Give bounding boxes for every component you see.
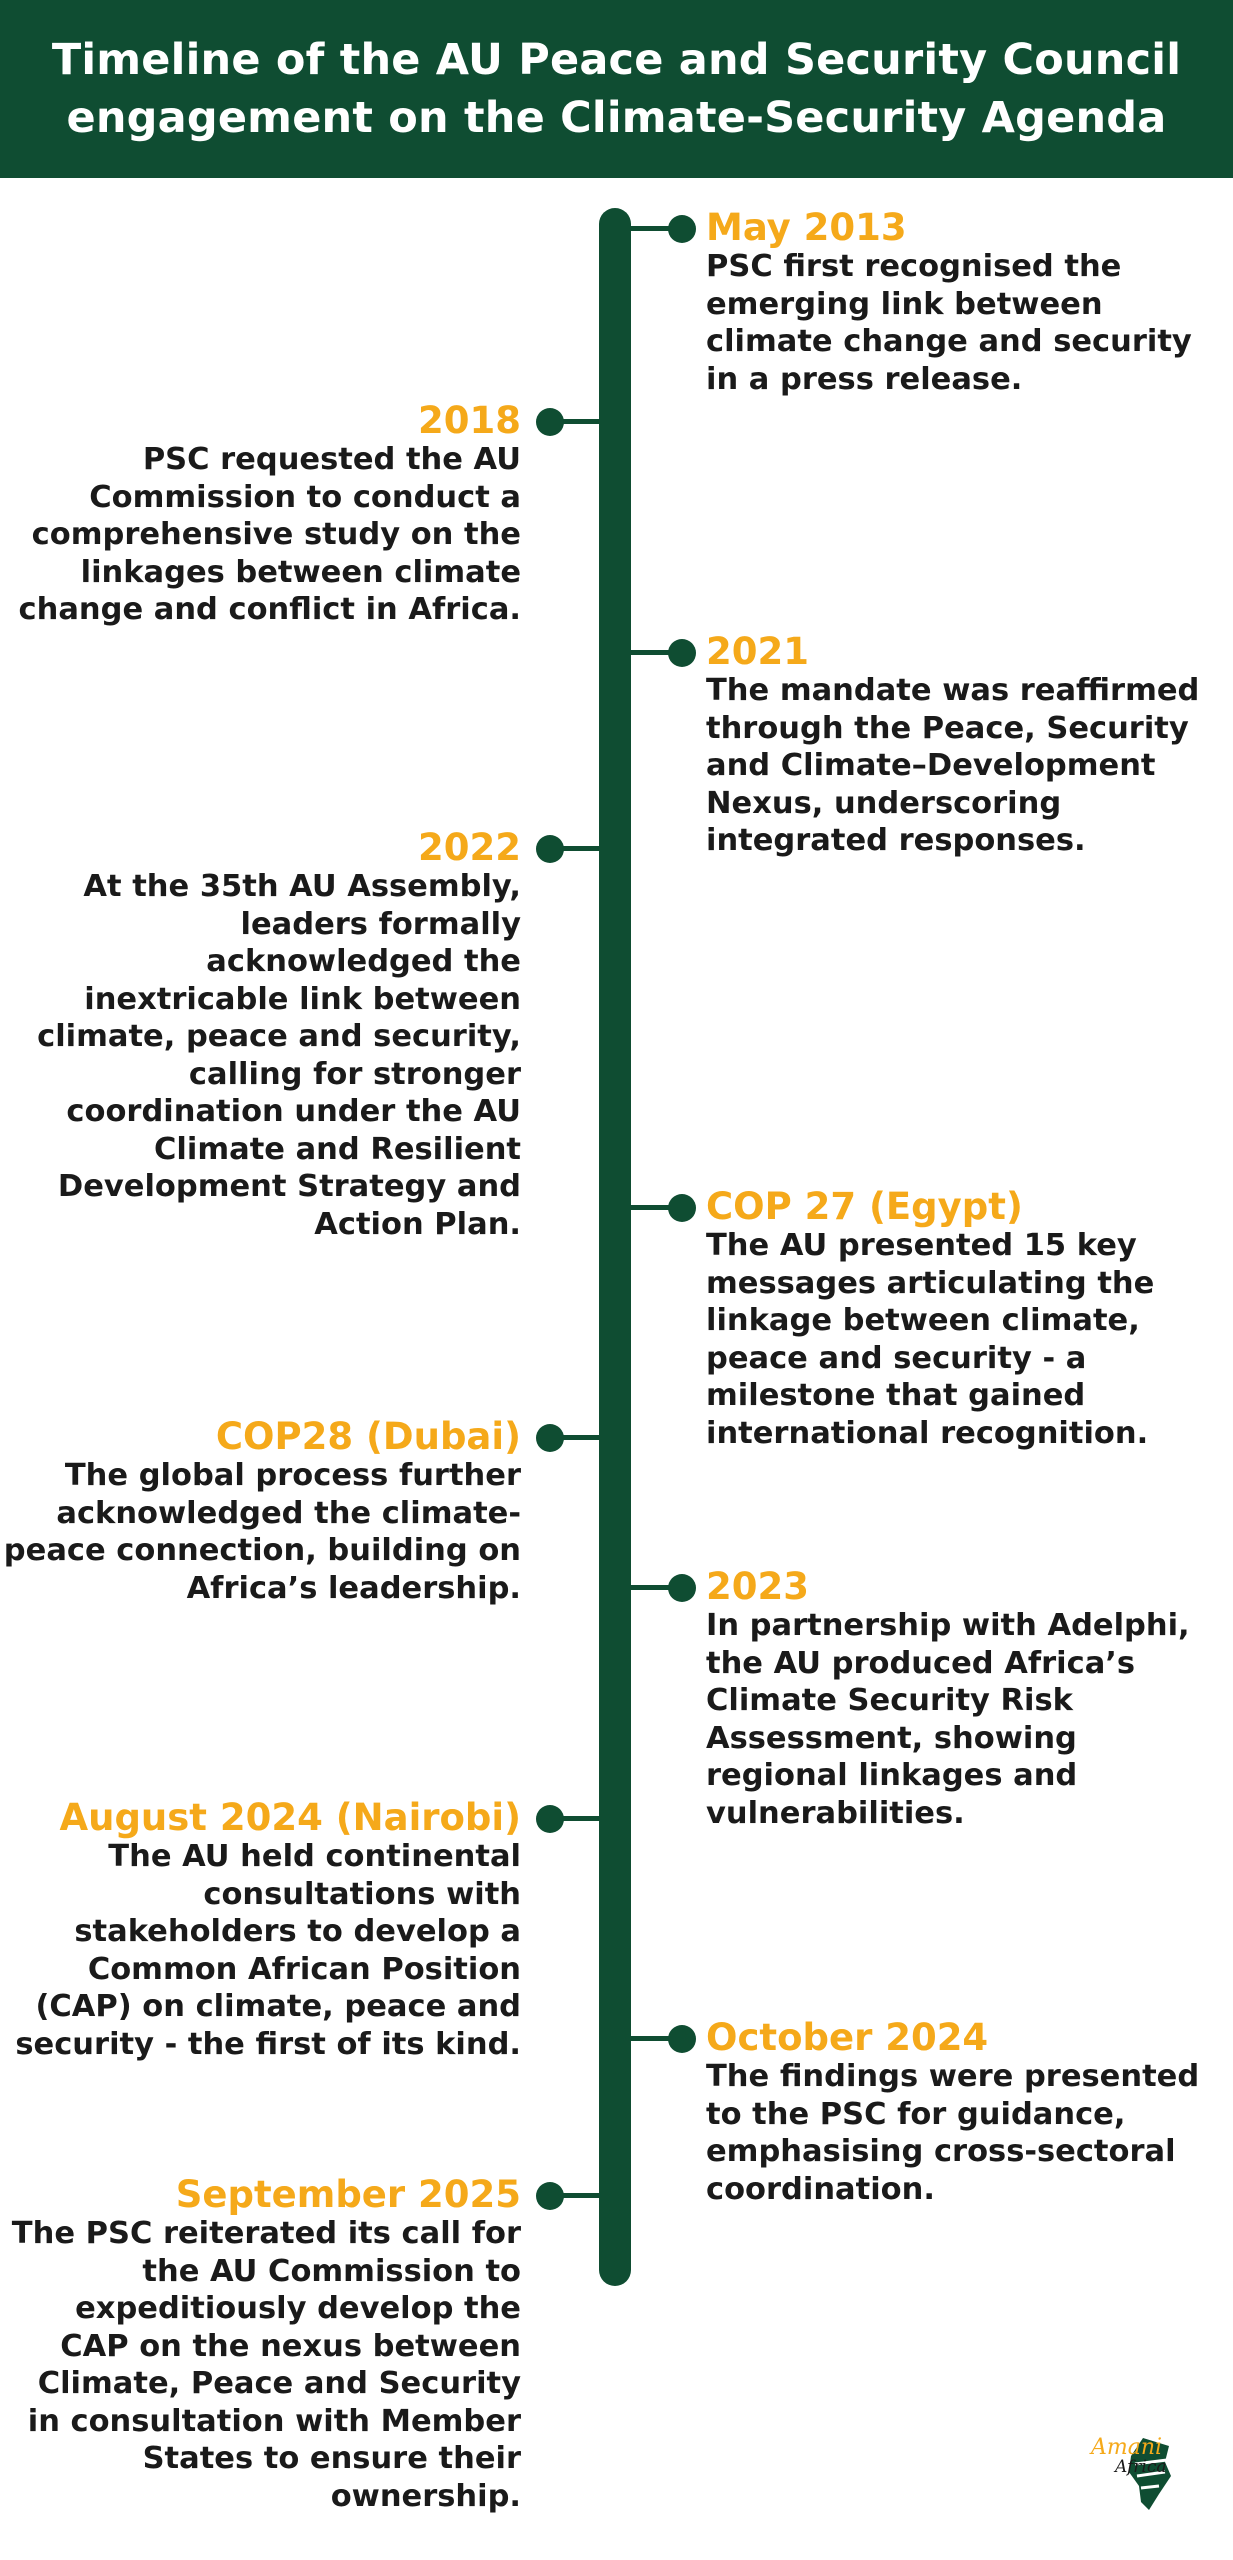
timeline-dot bbox=[536, 1424, 564, 1452]
entry-description: The PSC reiterated its call for the AU Commission to expeditiously develop the CAP on the nexus between Climate, Peace and Security in consultation with Member States to ensure their ownership. bbox=[11, 2216, 521, 2514]
header-banner bbox=[0, 0, 1233, 178]
entry-date: September 2025 bbox=[175, 2173, 521, 2216]
timeline-dot bbox=[536, 2182, 564, 2210]
timeline-entry bbox=[706, 1565, 1226, 1832]
timeline-entry bbox=[1, 2173, 521, 2515]
title-line-1: Timeline of the AU Peace and Security Council bbox=[51, 35, 1182, 85]
timeline-entry bbox=[1, 1796, 521, 2063]
timeline-entry bbox=[1, 399, 521, 629]
timeline-dot bbox=[668, 1194, 696, 1222]
entry-date: 2021 bbox=[706, 630, 809, 673]
entry-date: 2018 bbox=[418, 399, 521, 442]
timeline-dot bbox=[668, 2025, 696, 2053]
entry-description: The findings were presented to the PSC for guidance, emphasising cross-sectoral coordination. bbox=[706, 2059, 1200, 2207]
page-title bbox=[52, 31, 1181, 147]
entry-date: May 2013 bbox=[706, 206, 907, 249]
entry-description: The AU held continental consultations with stakeholders to develop a Common African Position (CAP) on climate, peace and security - the first of its kind. bbox=[15, 1839, 521, 2062]
timeline-entry bbox=[1, 1415, 521, 1607]
svg-text:Amani: Amani bbox=[1091, 2435, 1163, 2460]
timeline-dot bbox=[536, 835, 564, 863]
entry-description: The AU presented 15 key messages articulating the linkage between climate, peace and security - a milestone that gained international recognition. bbox=[706, 1228, 1155, 1451]
timeline-dot bbox=[668, 215, 696, 243]
svg-text:Africa: Africa bbox=[1115, 2457, 1167, 2477]
timeline-entry bbox=[706, 206, 1226, 398]
timeline-entry bbox=[1, 826, 521, 1243]
entry-description: PSC requested the AU Commission to conduct a comprehensive study on the linkages between climate change and conflict in Africa. bbox=[18, 442, 521, 627]
entry-description: PSC first recognised the emerging link between climate change and security in a press release. bbox=[706, 249, 1192, 397]
entry-date: COP28 (Dubai) bbox=[215, 1415, 521, 1458]
title-line-2: engagement on the Climate-Security Agenda bbox=[66, 93, 1167, 143]
timeline-entry bbox=[706, 2016, 1226, 2208]
timeline-spine bbox=[599, 208, 631, 2286]
entry-date: 2022 bbox=[418, 826, 521, 869]
entry-description: At the 35th AU Assembly, leaders formally acknowledged the inextricable link between climate, peace and security, calling for stronger coordination under the AU Climate and Resilient Development Strategy and Action Plan. bbox=[37, 869, 521, 1242]
entry-date: October 2024 bbox=[706, 2016, 989, 2059]
timeline-entry bbox=[706, 630, 1226, 860]
entry-date: COP 27 (Egypt) bbox=[706, 1185, 1023, 1228]
entry-date: August 2024 (Nairobi) bbox=[59, 1796, 521, 1839]
timeline-entry bbox=[706, 1185, 1226, 1452]
entry-description: In partnership with Adelphi, the AU produced Africa’s Climate Security Risk Assessment, showing regional linkages and vulnerabilities. bbox=[706, 1608, 1190, 1831]
timeline-dot bbox=[536, 1805, 564, 1833]
timeline-dot bbox=[668, 639, 696, 667]
timeline-dot bbox=[668, 1574, 696, 1602]
entry-date: 2023 bbox=[706, 1565, 809, 1608]
entry-description: The global process further acknowledged the climate-peace connection, building on Africa’s leadership. bbox=[3, 1458, 521, 1606]
amani-africa-logo bbox=[1085, 2410, 1195, 2520]
timeline-dot bbox=[536, 408, 564, 436]
entry-description: The mandate was reaffirmed through the Peace, Security and Climate–Development Nexus, underscoring integrated responses. bbox=[706, 673, 1200, 858]
